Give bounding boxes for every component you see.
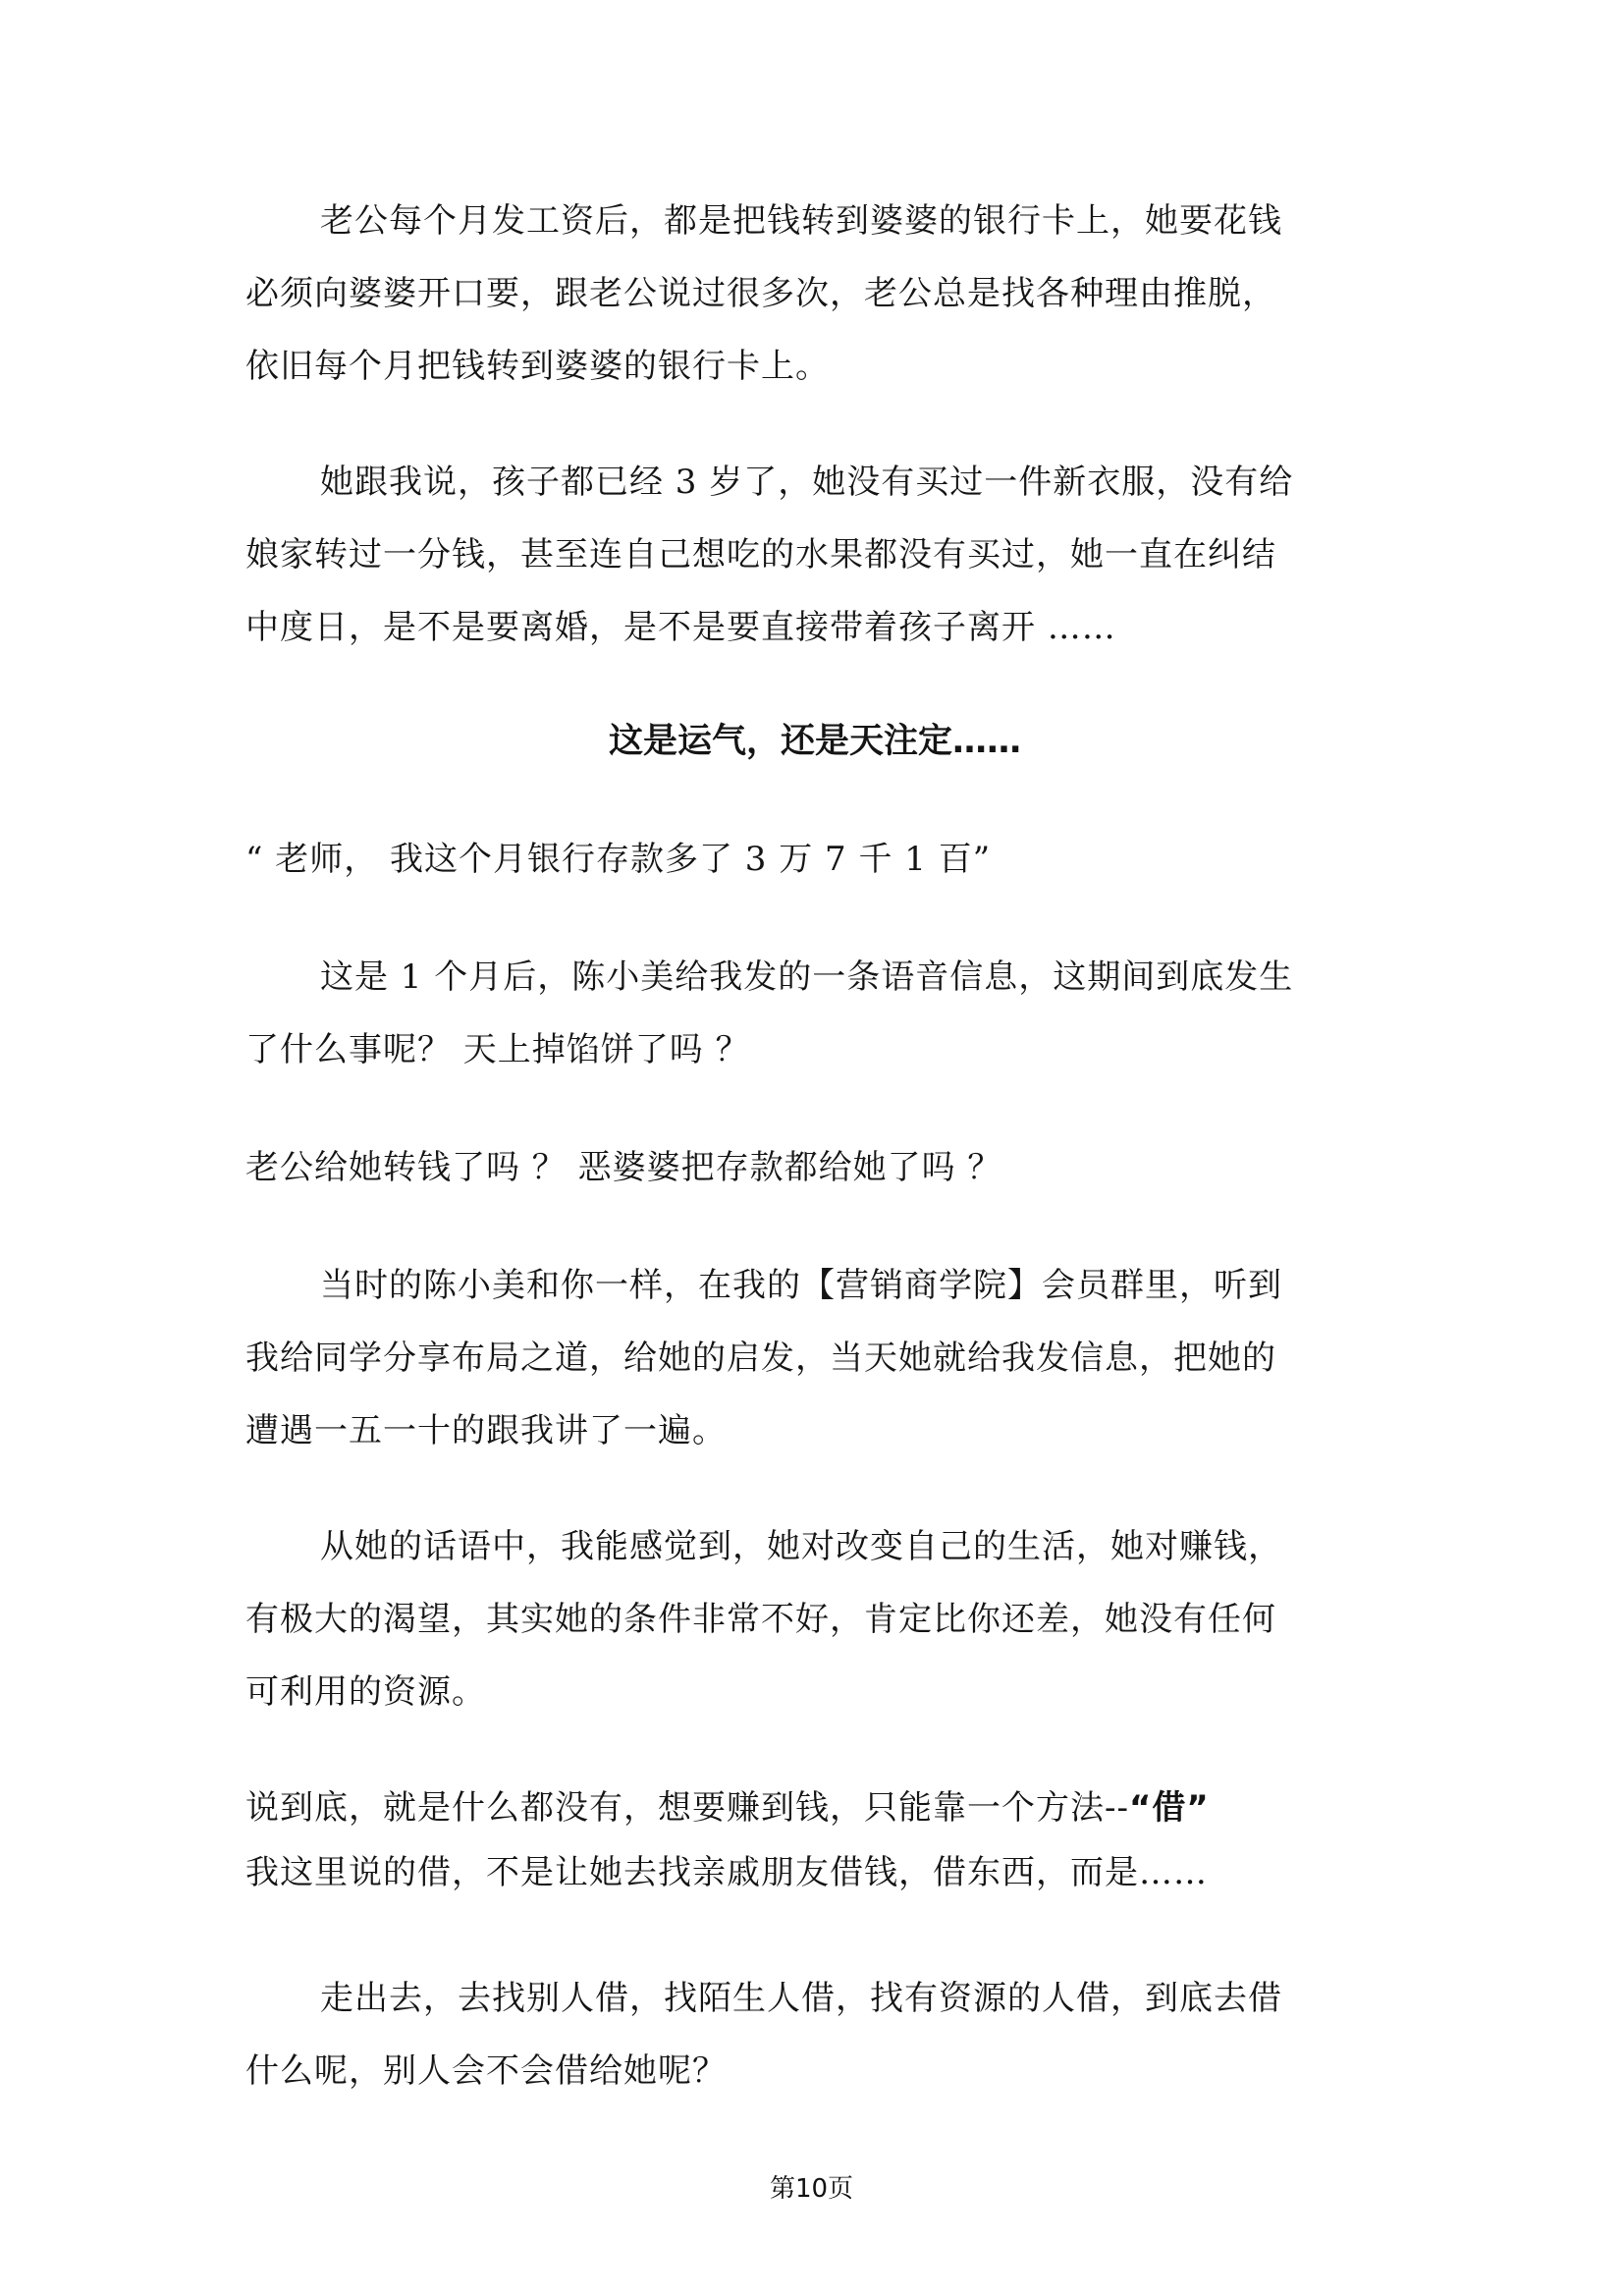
paragraph-7 <box>245 1510 1384 1728</box>
paragraph-line: 她跟我说，孩子都已经 3 岁了，她没有买过一件新衣服，没有给 <box>320 463 1294 502</box>
paragraph-line: 我这里说的借，不是让她去找亲戚朋友借钱，借东西，而是…… <box>245 1853 1208 1892</box>
page-number: 第10页 <box>769 2174 854 2204</box>
paragraph-line: 从她的话语中，我能感觉到，她对改变自己的生活，她对赚钱， <box>320 1527 1282 1566</box>
paragraph-line: 老公给她转钱了吗 ？ 恶婆婆把存款都给她了吗 ？ <box>245 1148 1002 1187</box>
paragraph-line: 必须向婆婆开口要，跟老公说过很多次，老公总是找各种理由推脱， <box>245 274 1276 313</box>
paragraph-1 <box>245 185 1384 403</box>
paragraph-line: 什么呢，别人会不会借给她呢？ <box>245 2051 727 2091</box>
paragraph-line: 娘家转过一分钱，甚至连自己想吃的水果都没有买过，她一直在纠结 <box>245 535 1276 574</box>
paragraph-line: 有极大的渴望，其实她的条件非常不好，肯定比你还差，她没有任何 <box>245 1600 1276 1639</box>
paragraph-line: 老公每个月发工资后，都是把钱转到婆婆的银行卡上，她要花钱 <box>320 201 1282 241</box>
paragraph-line: 依旧每个月把钱转到婆婆的银行卡上。 <box>245 347 830 386</box>
paragraph-3-quote <box>245 823 1384 896</box>
paragraph-line: 我给同学分享布局之道，给她的启发，当天她就给我发信息，把她的 <box>245 1339 1276 1378</box>
paragraph-line: 当时的陈小美和你一样，在我的【营销商学院】会员群里，听到 <box>320 1266 1282 1305</box>
paragraph-line: 可利用的资源。 <box>245 1672 486 1712</box>
paragraph-line: 走出去，去找别人借，找陌生人借，找有资源的人借，到底去借 <box>320 1979 1282 2018</box>
paragraph-line: 遭遇一五一十的跟我讲了一遍。 <box>245 1411 727 1450</box>
paragraph-4 <box>245 941 1384 1086</box>
paragraph-line <box>245 1772 1384 1844</box>
emphasis-borrow: “借” <box>1128 1788 1210 1828</box>
paragraph-6 <box>245 1249 1384 1467</box>
section-heading: 这是运气，还是天注定…… <box>608 722 1021 761</box>
paragraph-5 <box>245 1131 1384 1204</box>
paragraph-8 <box>245 1772 1384 1909</box>
paragraph-line: 中度日，是不是要离婚，是不是要直接带着孩子离开 …… <box>245 608 1116 647</box>
paragraph-9 <box>245 1962 1384 2107</box>
paragraph-line: 了什么事呢？ 天上掉馅饼了吗 ？ <box>245 1030 750 1069</box>
paragraph-line: “ 老师， 我这个月银行存款多了 3 万 7 千 1 百” <box>245 840 992 879</box>
paragraph-text: 说到底，就是什么都没有，想要赚到钱，只能靠一个方法-- <box>245 1788 1129 1828</box>
paragraph-line: 这是 1 个月后，陈小美给我发的一条语音信息，这期间到底发生 <box>320 957 1294 997</box>
paragraph-2 <box>245 446 1384 664</box>
